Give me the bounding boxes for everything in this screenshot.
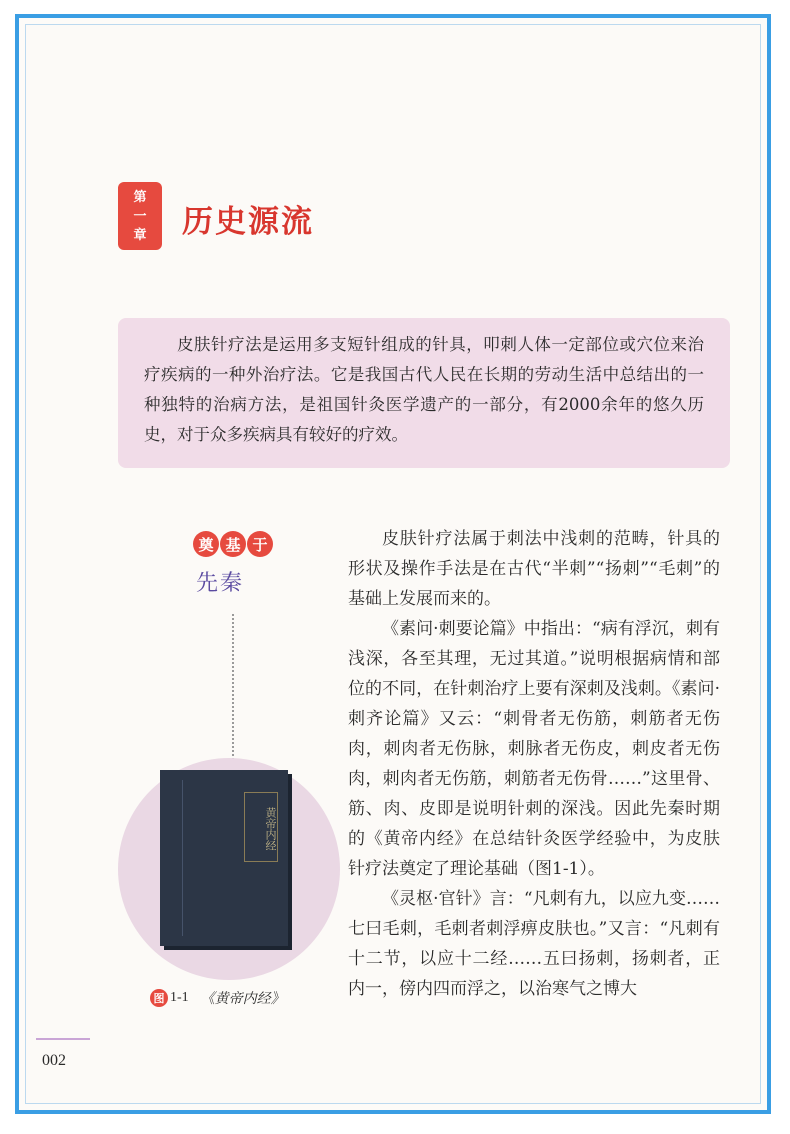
chapter-badge-char: 章 xyxy=(133,227,147,243)
chapter-title: 历史源流 xyxy=(182,204,314,240)
figure-caption xyxy=(150,988,285,1008)
body-paragraph: 皮肤针疗法属于刺法中浅刺的范畴，针具的形状及操作手法是在古代“半刺”“扬刺”“毛刺”的基础上发展而来的。 xyxy=(348,529,720,609)
section-heading-char: 基 xyxy=(220,531,246,557)
book-image xyxy=(160,770,288,946)
chapter-badge-char: 第 xyxy=(133,189,147,205)
section-heading-char: 于 xyxy=(247,531,273,557)
section-heading-char: 奠 xyxy=(193,531,219,557)
chapter-badge-char: 一 xyxy=(133,208,147,224)
figure-title: 《黄帝内经》 xyxy=(200,991,285,1007)
body-paragraph: 《灵枢·官针》言：“凡刺有九，以应九变……七曰毛刺，毛刺者刺浮痹皮肤也。”又言：“凡刺有十二节，以应十二经……五曰扬刺，扬刺者，正内一，傍内四而浮之，以治寒气之博大 xyxy=(348,889,720,999)
intro-box xyxy=(118,318,730,468)
section-subheading: 先秦 xyxy=(196,571,245,596)
chapter-badge xyxy=(118,182,162,250)
intro-text: 皮肤针疗法是运用多支短针组成的针具，叩刺人体一定部位或穴位来治疗疾病的一种外治疗法。它是我国古代人民在长期的劳动生活中总结出的一种独特的治病方法，是祖国针灸医学遗产的一部分，有2000余年的悠久历史，对于众多疾病具有较好的疗效。 xyxy=(144,335,704,444)
page-number: 002 xyxy=(42,1052,66,1069)
dotted-divider xyxy=(232,614,234,764)
body-text xyxy=(348,524,720,1004)
section-heading xyxy=(193,531,274,557)
figure-mark: 图 xyxy=(150,989,168,1007)
figure-number: 1-1 xyxy=(170,990,189,1005)
book-label: 黄帝内经 xyxy=(244,792,278,862)
page-number-rule xyxy=(36,1038,90,1040)
book-spine xyxy=(166,780,183,936)
body-paragraph: 《素问·刺要论篇》中指出：“病有浮沉，刺有浅深，各至其理，无过其道。”说明根据病情和部位的不同，在针刺治疗上要有深刺及浅刺。《素问·刺齐论篇》又云：“刺骨者无伤筋，刺筋者无伤肉，刺肉者无伤脉，刺脉者无伤皮，刺皮者无伤肉，刺肉者无伤筋，刺筋者无伤骨……”这里骨、筋、肉、皮即是说明针刺的深浅。因此先秦时期的《黄帝内经》在总结针灸医学经验中，为皮肤针疗法奠定了理论基础（图1-1）。 xyxy=(348,619,720,879)
